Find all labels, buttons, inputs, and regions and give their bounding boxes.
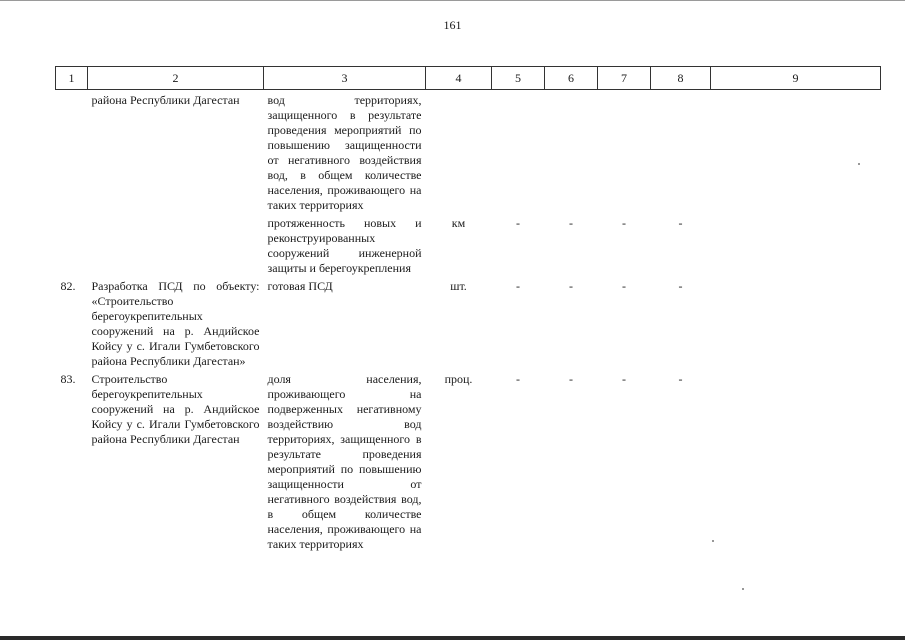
col-header-1: 1 [56, 67, 88, 90]
row-col9 [711, 90, 881, 214]
row-indicator: доля населения, проживающего на подверженных негативному воздействию вод территориях, защищенного в результате проведения мероприятий по повышению защищенности от негативного воздействия вод, в общем количестве населения, проживающего на таких территориях [267, 372, 422, 551]
row-col6: - [569, 216, 573, 230]
row-number [56, 90, 88, 214]
col-header-2: 2 [88, 67, 264, 90]
indicator-table [55, 66, 881, 552]
row-col7 [598, 90, 651, 214]
row-number: 83. [60, 372, 76, 386]
row-object: района Республики Дагестан [91, 93, 240, 107]
row-indicator: вод территориях, защищенного в результате проведения мероприятий по повышению защищенности от негативного воздействия вод, в общем количестве населения, проживающего на таких территориях [267, 93, 422, 212]
row-col5: - [516, 372, 520, 386]
row-number: 82. [60, 279, 76, 293]
row-col5 [492, 90, 545, 214]
row-col9 [711, 213, 881, 276]
scan-speck [712, 540, 714, 542]
row-unit: шт. [450, 279, 467, 293]
row-col9 [711, 369, 881, 552]
row-col6: - [569, 279, 573, 293]
row-col8: - [678, 279, 683, 293]
scan-speck [858, 163, 860, 165]
row-col7: - [622, 279, 626, 293]
row-col9 [711, 276, 881, 369]
row-col8 [651, 90, 711, 214]
row-col7: - [622, 216, 626, 230]
row-unit [426, 90, 492, 214]
row-object [88, 213, 264, 276]
row-col8: - [678, 216, 683, 230]
header-row [56, 67, 881, 90]
col-header-6: 6 [545, 67, 598, 90]
row-col5: - [516, 216, 520, 230]
page-bottom-edge [0, 636, 905, 640]
row-col5: - [516, 279, 520, 293]
row-unit: проц. [444, 372, 473, 386]
row-indicator: протяженность новых и реконструированных сооружений инженерной защиты и берегоукрепления [267, 216, 422, 275]
row-col6: - [569, 372, 573, 386]
col-header-3: 3 [264, 67, 426, 90]
table-row [56, 90, 881, 214]
table-row [56, 369, 881, 552]
row-number [56, 213, 88, 276]
col-header-9: 9 [711, 67, 881, 90]
scan-speck [742, 588, 744, 590]
col-header-4: 4 [426, 67, 492, 90]
table-row [56, 276, 881, 369]
row-indicator: готовая ПСД [267, 279, 333, 293]
col-header-5: 5 [492, 67, 545, 90]
page-top-edge [0, 0, 905, 1]
row-object: Разработка ПСД по объекту: «Строительство берегоукрепительных сооружений на р. Андийское Койсу у с. Игали Гумбетовского района Республики Дагестан» [91, 279, 260, 368]
table-row [56, 213, 881, 276]
row-col8: - [678, 372, 683, 386]
col-header-8: 8 [651, 67, 711, 90]
row-object: Строительство берегоукрепительных сооружений на р. Андийское Койсу у с. Игали Гумбетовского района Республики Дагестан [91, 372, 260, 446]
row-col6 [545, 90, 598, 214]
col-header-7: 7 [598, 67, 651, 90]
row-unit: км [451, 216, 466, 230]
page-number: 161 [443, 18, 462, 32]
row-col7: - [622, 372, 626, 386]
